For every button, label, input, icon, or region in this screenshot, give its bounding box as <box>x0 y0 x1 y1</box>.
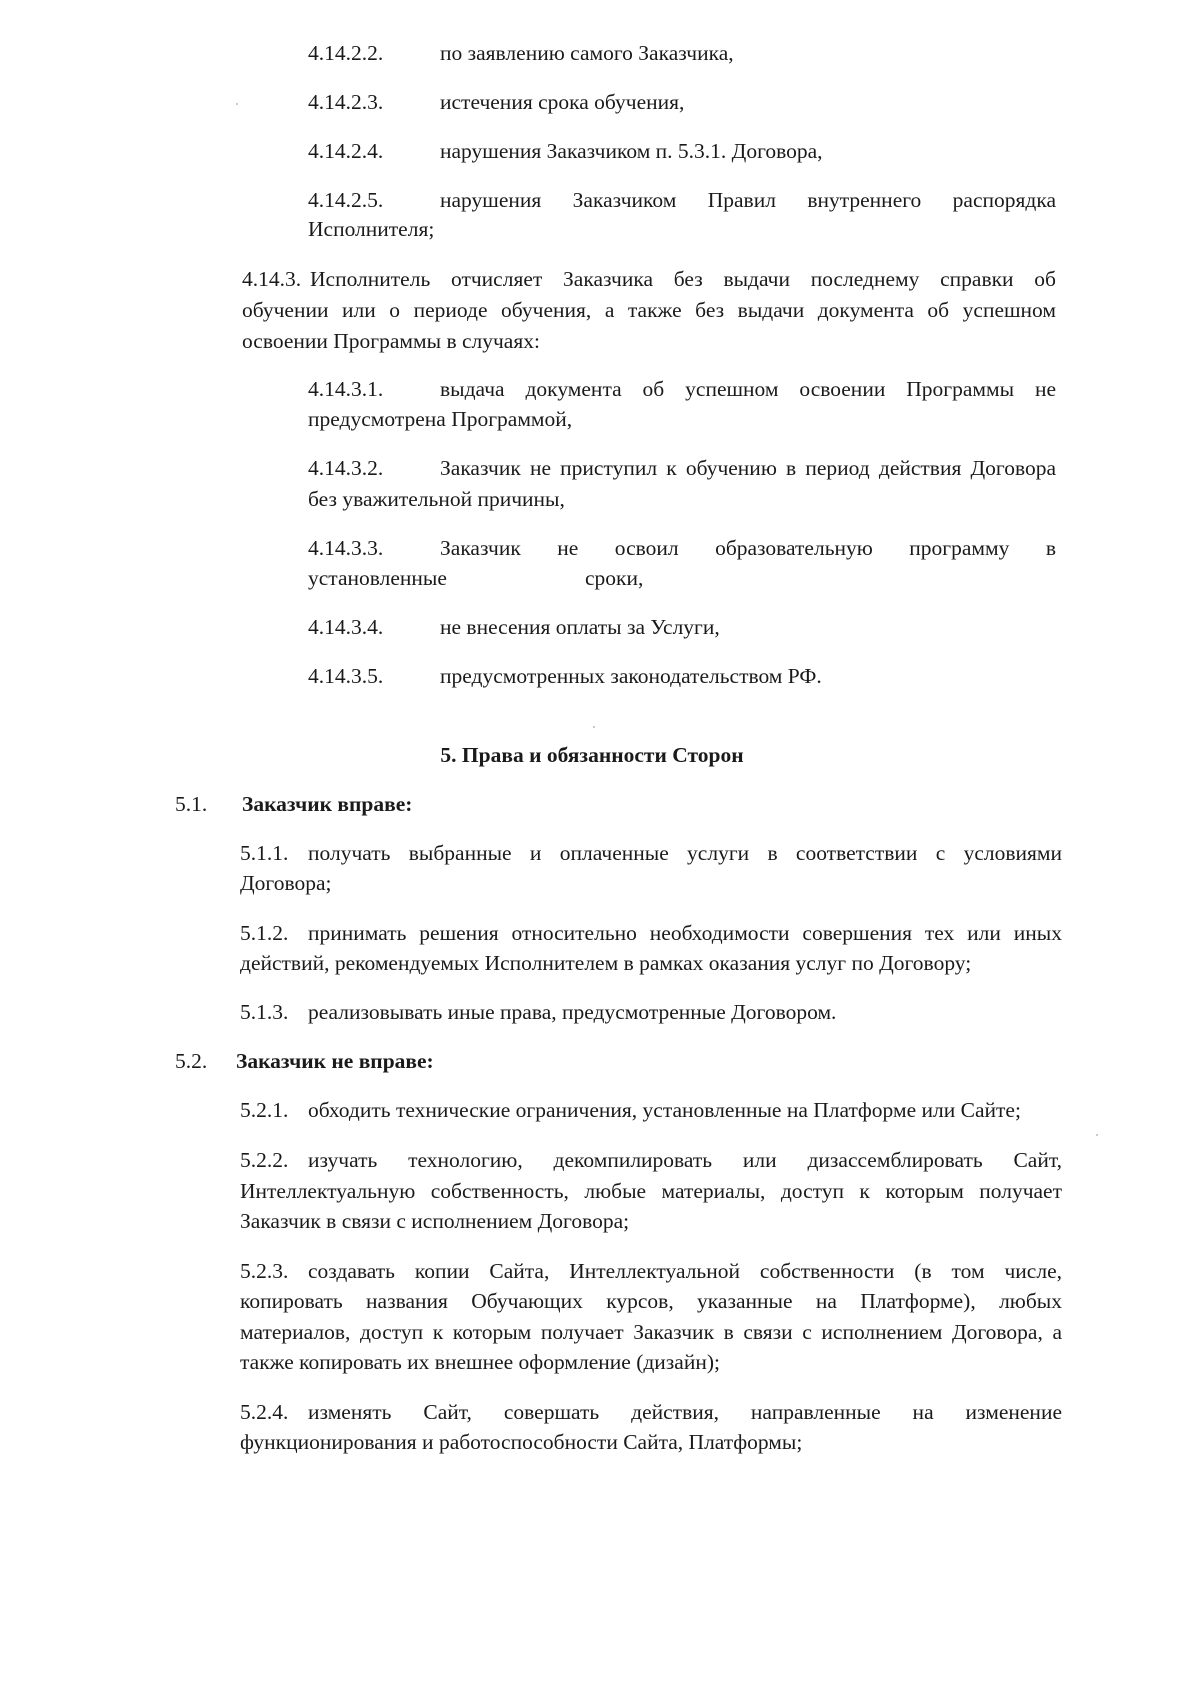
clause-text: истечения срока обучения, <box>440 90 685 114</box>
clause-text: нарушения Заказчиком п. 5.3.1. Договора, <box>440 139 823 163</box>
clause-number: 4.14.3.2. <box>308 456 384 480</box>
clause-text: Исполнителя; <box>308 217 435 241</box>
clause-text: Исполнитель отчисляет Заказчика без выдачи последнему справки об <box>310 267 1056 291</box>
clause-number: 4.14.3.1. <box>308 377 384 401</box>
clause-text: сроки, <box>585 566 644 590</box>
clause-text: без уважительной причины, <box>308 487 565 511</box>
clause-number: 4.14.3. <box>242 267 302 291</box>
clause-text: не внесения оплаты за Услуги, <box>440 615 720 639</box>
clause-text: предусмотренных законодательством РФ. <box>440 664 822 688</box>
clause-text: предусмотрена Программой, <box>308 407 573 431</box>
clause-number: 5.2.1. <box>240 1098 289 1122</box>
clause-number: 4.14.3.4. <box>308 615 384 639</box>
clause-text: по заявлению самого Заказчика, <box>440 41 734 65</box>
scan-speck <box>236 103 238 105</box>
clause-text: действий, рекомендуемых Исполнителем в рамках оказания услуг по Договору; <box>240 951 972 975</box>
clause-text: реализовывать иные права, предусмотренные Договором. <box>308 1000 837 1024</box>
clause-text: освоении Программы в случаях: <box>242 329 540 353</box>
scan-speck <box>593 726 595 728</box>
clause-number: 5.1.3. <box>240 1000 289 1024</box>
clause-text: обучении или о периоде обучения, а также без выдачи документа об успешном <box>242 298 1056 322</box>
clause-text: выдача документа об успешном освоении Программы не <box>440 377 1056 401</box>
subsection-title: Заказчик вправе: <box>242 792 413 816</box>
clause-number: 5.1.1. <box>240 841 289 865</box>
clause-text: создавать копии Сайта, Интеллектуальной собственности (в том числе, <box>308 1259 1062 1283</box>
clause-number: 4.14.2.2. <box>308 41 384 65</box>
section-heading: 5. Права и обязанности Сторон <box>440 743 744 767</box>
clause-text: материалов, доступ к которым получает Заказчик в связи с исполнением Договора, а <box>240 1320 1062 1344</box>
clause-number: 5.2.4. <box>240 1400 289 1424</box>
clause-text: установленные <box>308 566 447 590</box>
clause-text: Договора; <box>240 871 332 895</box>
clause-number: 4.14.2.4. <box>308 139 384 163</box>
clause-text: изучать технологию, декомпилировать или дизассемблировать Сайт, <box>308 1148 1062 1172</box>
clause-text: также копировать их внешнее оформление (дизайн); <box>240 1350 720 1374</box>
clause-text: функционирования и работоспособности Сайта, Платформы; <box>240 1430 803 1454</box>
clause-text: Заказчик не приступил к обучению в период действия Договора <box>440 456 1056 480</box>
clause-number: 4.14.2.3. <box>308 90 384 114</box>
clause-number: 5.1.2. <box>240 921 289 945</box>
section-number: 5.2. <box>175 1049 208 1073</box>
clause-number: 4.14.2.5. <box>308 188 384 212</box>
clause-text: копировать названия Обучающих курсов, указанные на Платформе), любых <box>240 1289 1062 1313</box>
section-number: 5.1. <box>175 792 208 816</box>
scan-speck <box>1096 1134 1098 1136</box>
clause-text: обходить технические ограничения, установленные на Платформе или Сайте; <box>308 1098 1021 1122</box>
clause-text: Заказчик в связи с исполнением Договора; <box>240 1209 630 1233</box>
clause-number: 4.14.3.5. <box>308 664 384 688</box>
clause-text: нарушения Заказчиком Правил внутреннего распорядка <box>440 188 1056 212</box>
subsection-title: Заказчик не вправе: <box>236 1049 434 1073</box>
clause-text: Интеллектуальную собственность, любые материалы, доступ к которым получает <box>240 1179 1062 1203</box>
clause-text: принимать решения относительно необходимости совершения тех или иных <box>308 921 1062 945</box>
clause-number: 5.2.3. <box>240 1259 289 1283</box>
clause-number: 4.14.3.3. <box>308 536 384 560</box>
clause-text: изменять Сайт, совершать действия, направленные на изменение <box>308 1400 1062 1424</box>
clause-text: получать выбранные и оплаченные услуги в соответствии с условиями <box>308 841 1062 865</box>
clause-number: 5.2.2. <box>240 1148 289 1172</box>
clause-text: Заказчик не освоил образовательную программу в <box>440 536 1056 560</box>
